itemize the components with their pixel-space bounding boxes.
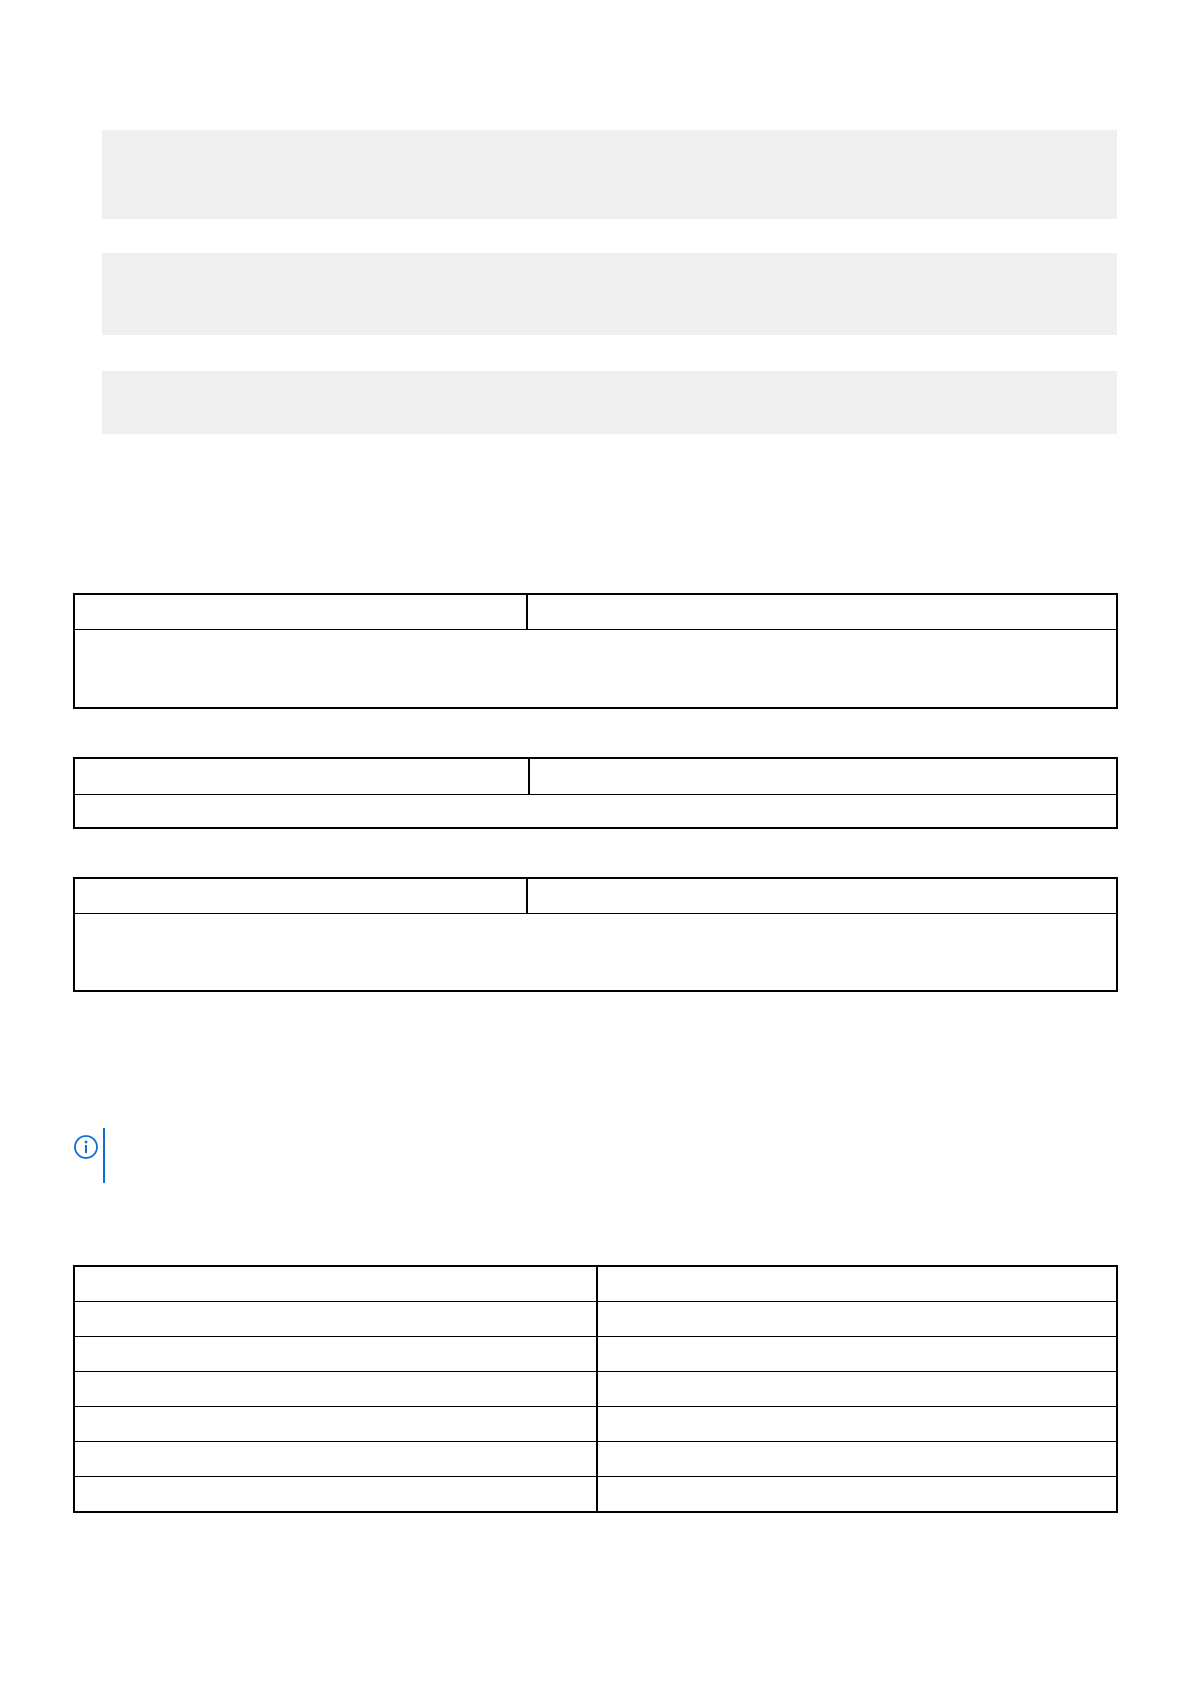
table-cell [74, 1372, 597, 1407]
table-body-row [75, 795, 1116, 828]
table-body-row [75, 630, 1116, 708]
table-cell [74, 1407, 597, 1442]
note-accent-bar [103, 1128, 105, 1183]
parameter-table [73, 593, 1118, 709]
table-row [74, 1266, 1117, 1302]
table-cell [597, 1407, 1117, 1442]
table-row [74, 1407, 1117, 1442]
table-cell [74, 1302, 597, 1337]
column-divider [528, 759, 530, 794]
code-block [102, 130, 1117, 219]
column-divider [526, 595, 528, 629]
grid-table [73, 1265, 1118, 1513]
parameter-table [73, 877, 1118, 992]
table-cell [597, 1337, 1117, 1372]
parameter-table [73, 757, 1118, 829]
table-row [74, 1442, 1117, 1477]
code-block [102, 253, 1117, 335]
table-cell [74, 1337, 597, 1372]
table-header-row [75, 759, 1116, 795]
table-row [74, 1337, 1117, 1372]
table-header-row [75, 879, 1116, 914]
column-divider [526, 879, 528, 913]
table-cell [74, 1442, 597, 1477]
table-cell [74, 1477, 597, 1513]
table-cell [597, 1477, 1117, 1513]
table-cell [597, 1442, 1117, 1477]
table-cell [74, 1266, 597, 1302]
note-callout [73, 1128, 1118, 1183]
table-cell [597, 1302, 1117, 1337]
table-cell [597, 1266, 1117, 1302]
code-block [102, 371, 1117, 434]
table-row [74, 1372, 1117, 1407]
table-row [74, 1302, 1117, 1337]
table-cell [597, 1372, 1117, 1407]
table-body-row [75, 914, 1116, 991]
table-header-row [75, 595, 1116, 630]
info-circle-icon [73, 1134, 99, 1160]
table-row [74, 1477, 1117, 1513]
